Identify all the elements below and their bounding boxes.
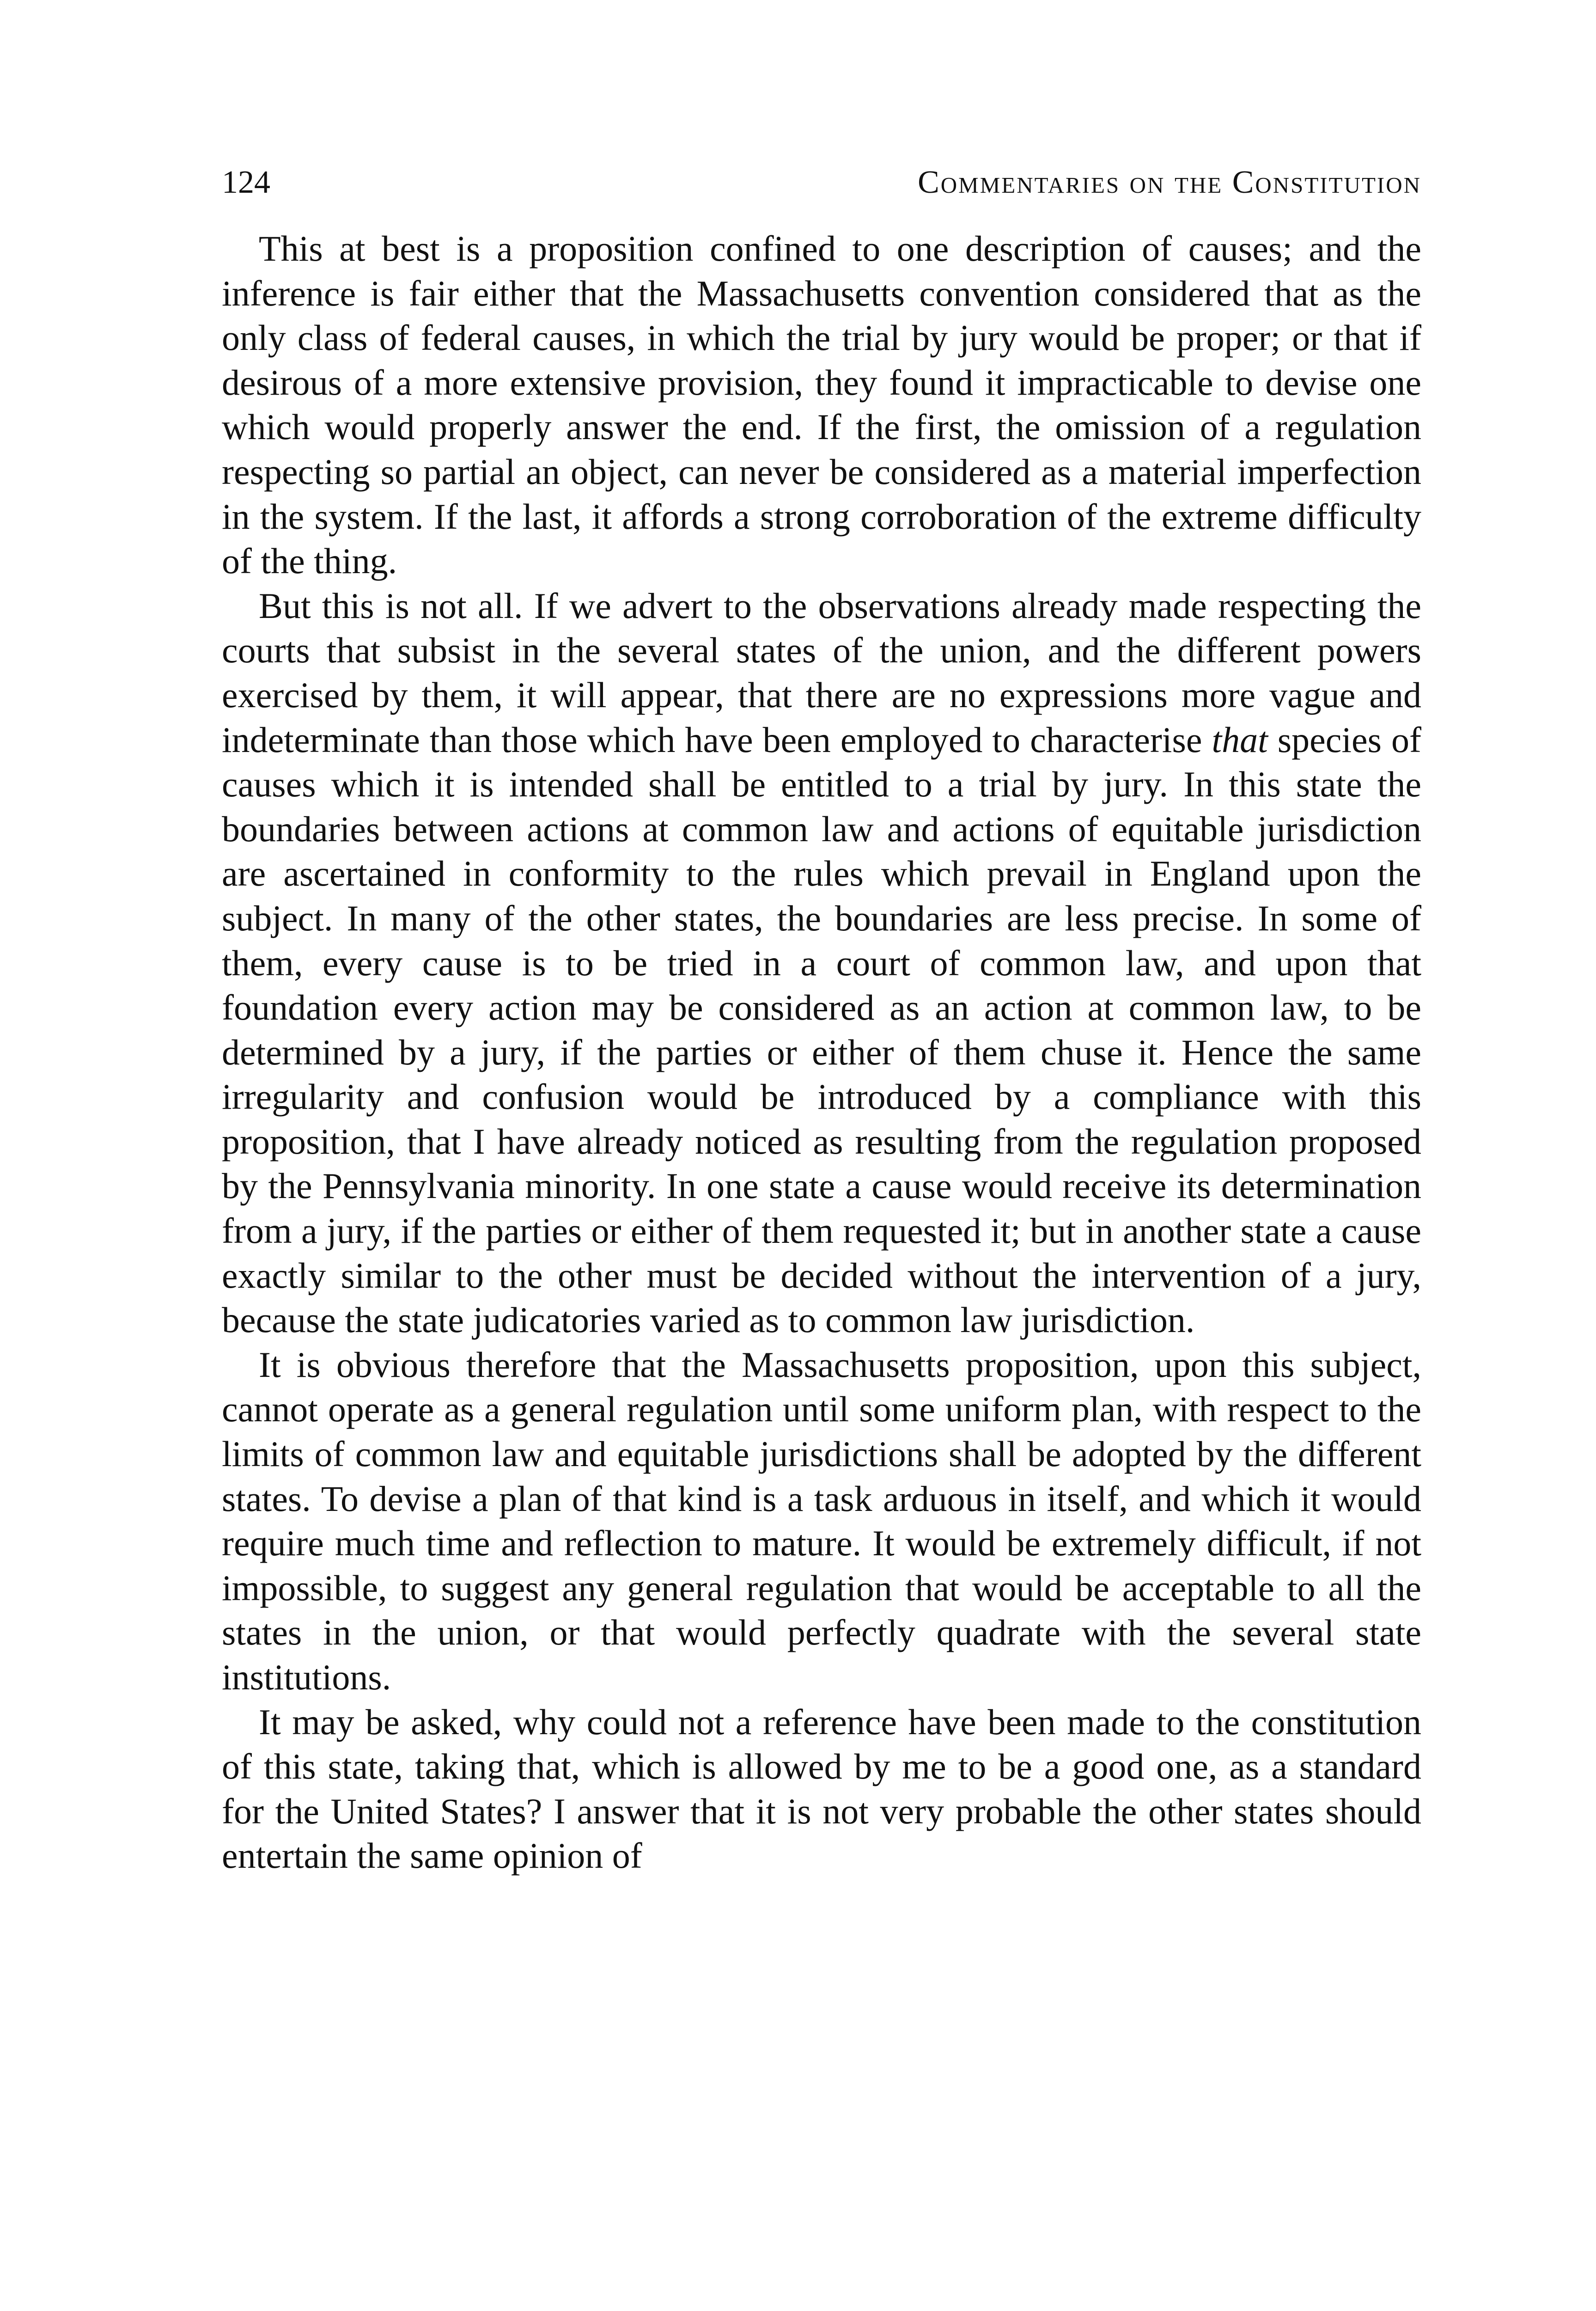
paragraph-2-text-b: species of causes which it is intended shall be entitled to a trial by jury. In this state the boundaries between actions at common law and actions of equitable jurisdiction are ascertained in conformity to the rules which prevail in England upon the subject. In many of the other states, the boundaries are less precise. In some of them, every cause is to be tried in a court of common law, and upon that foundation every action may be considered as an action at common law, to be determined by a jury, if the parties or either of them chuse it. Hence the same irregularity and confusion would be introduced by a compliance with this proposition, that I have already noticed as resulting from the regulation proposed by the Pennsylvania minority. In one state a cause would receive its determination from a jury, if the parties or either of them requested it; but in another state a cause exactly similar to the other must be decided without the intervention of a jury, because the state judicatories varied as to common law jurisdiction. [222, 719, 1422, 1340]
paragraph-2-text-a: But this is not all. If we advert to the observations already made respecting the courts that subsist in the several states of the union, and the different powers exercised by them, it will appear, that there are no expressions more vague and indeterminate than those which have been employed to characterise [222, 585, 1421, 760]
paragraph-4: It may be asked, why could not a reference have been made to the constitution of this state, taking that, which is allowed by me to be a good one, as a standard for the United States? I answer that it is not very probable the other states should entertain the same opinion of [222, 1701, 1421, 1876]
paragraph-1: This at best is a proposition confined to one description of causes; and the inference is fair either that the Massachusetts convention considered that as the only class of federal causes, in which the trial by jury would be proper; or that if desirous of a more extensive provision, they found it impracticable to devise one which would properly answer the end. If the first, the omission of a regulation respecting so partial an object, can never be considered as a material imperfection in the system. If the last, it affords a strong corroboration of the extreme difficulty of the thing. [222, 228, 1421, 581]
running-head [222, 157, 1421, 208]
paragraph-3: It is obvious therefore that the Massachusetts proposition, upon this subject, cannot operate as a general regulation until some uniform plan, with respect to the limits of common law and equitable jurisdictions shall be adopted by the different states. To devise a plan of that kind is a task arduous in itself, and which it would require much time and reflection to mature. It would be extremely difficult, if not impossible, to suggest any general regulation that would be acceptable to all the states in the union, or that would perfectly quadrate with the several state institutions. [222, 1344, 1421, 1697]
italic-word: that [1212, 719, 1268, 760]
paragraph-2 [222, 584, 1421, 1343]
body-text [222, 226, 1421, 1878]
running-title: Commentaries on the Constitution [918, 165, 1421, 200]
book-page [222, 157, 1421, 1878]
page-number: 124 [222, 165, 270, 200]
